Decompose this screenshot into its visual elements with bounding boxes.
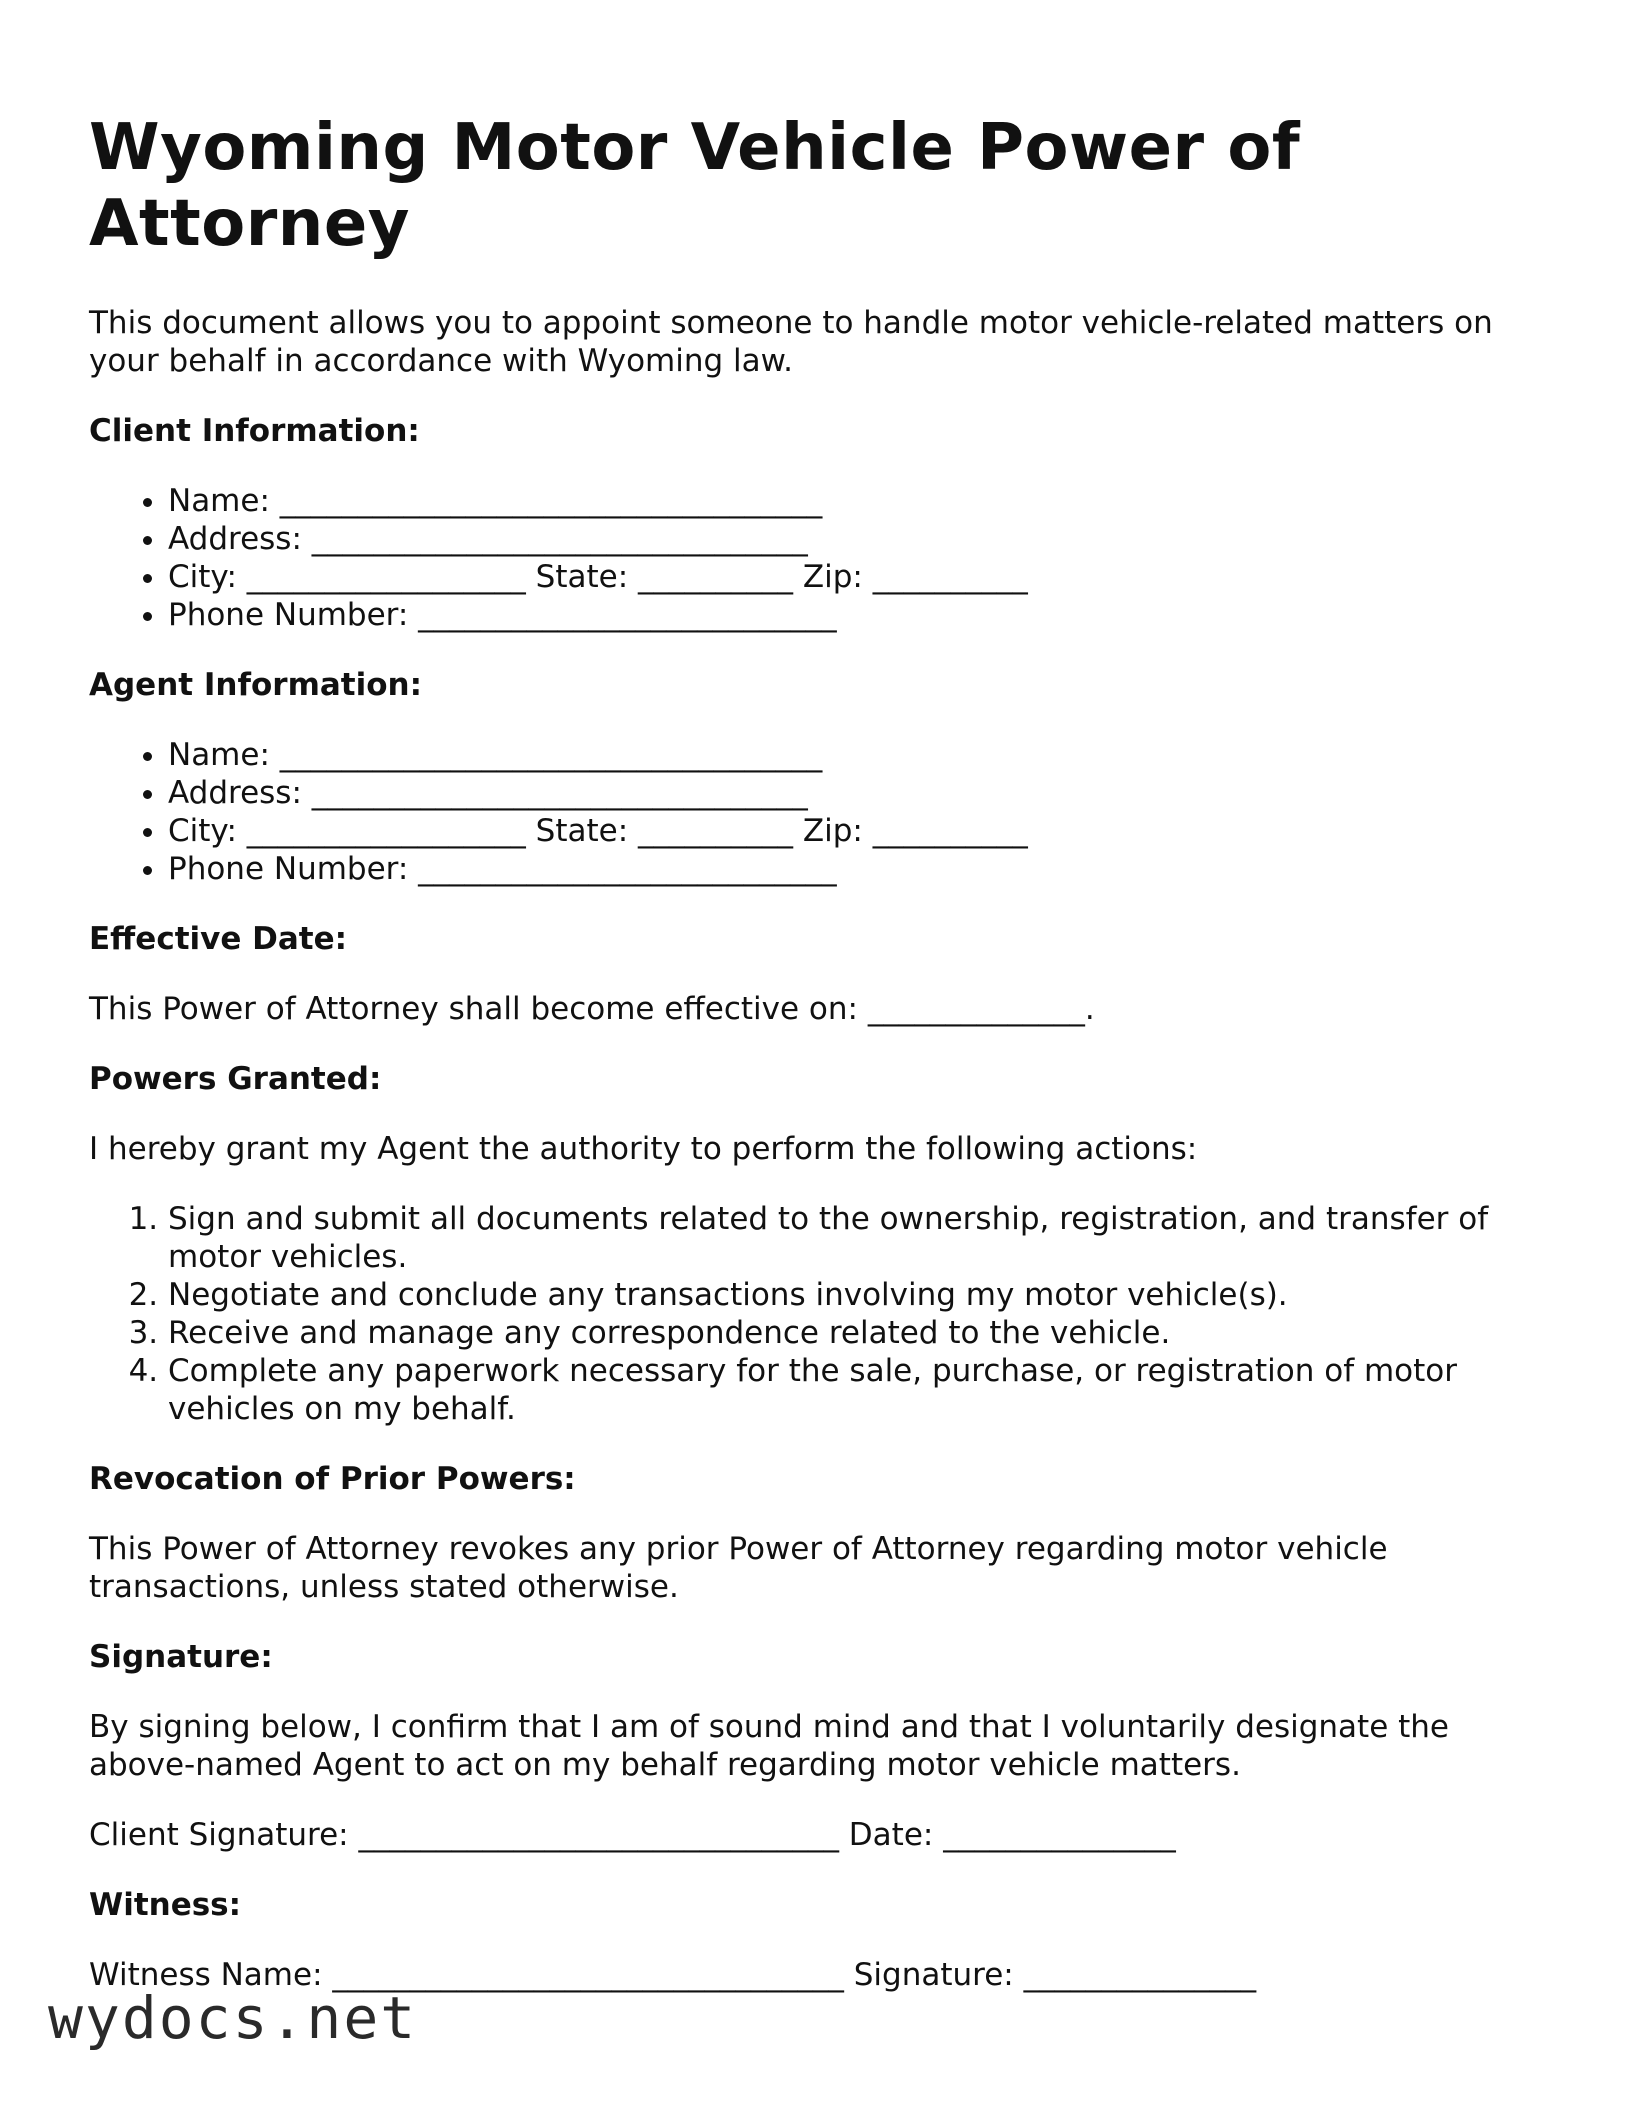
client-name-field: • Name: ___________________________________ bbox=[168, 482, 1549, 520]
witness-heading: Witness: bbox=[89, 1887, 242, 1923]
power-item: 2. Negotiate and conclude any transactions involving my motor vehicle(s). bbox=[168, 1276, 1549, 1314]
client-city-state-zip-field: • City: __________________ State: __________ Zip: __________ bbox=[168, 558, 1549, 596]
power-item: 3. Receive and manage any correspondence related to the vehicle. bbox=[168, 1314, 1549, 1352]
page-title: Wyoming Motor Vehicle Power of Attorney bbox=[89, 111, 1301, 261]
power-item: 4. Complete any paperwork necessary for the sale, purchase, or registration of motor vehicles on my behalf. bbox=[168, 1352, 1549, 1428]
agent-name-field: • Name: ___________________________________ bbox=[168, 736, 1549, 774]
agent-phone-field: • Phone Number: ___________________________ bbox=[168, 850, 1549, 888]
signature-heading: Signature: bbox=[89, 1639, 273, 1675]
revocation-heading: Revocation of Prior Powers: bbox=[89, 1461, 576, 1497]
witness-line: Witness Name: _________________________________ Signature: _______________ bbox=[89, 1957, 1257, 1993]
signature-text: By signing below, I confirm that I am of sound mind and that I voluntarily designate the above-named Agent to act on my behalf regarding motor vehicle matters. bbox=[89, 1709, 1450, 1783]
agent-info-heading: Agent Information: bbox=[89, 667, 422, 703]
client-address-field: • Address: ________________________________ bbox=[168, 520, 1549, 558]
effective-date-text: This Power of Attorney shall become effective on: ______________. bbox=[89, 991, 1095, 1027]
client-phone-field: • Phone Number: ___________________________ bbox=[168, 596, 1549, 634]
site-watermark: wydocs.net bbox=[48, 1984, 418, 2052]
revocation-text: This Power of Attorney revokes any prior Power of Attorney regarding motor vehicle transactions, unless stated otherwise. bbox=[89, 1531, 1388, 1605]
intro-paragraph: This document allows you to appoint someone to handle motor vehicle-related matters on your behalf in accordance with Wyoming law. bbox=[89, 305, 1493, 379]
powers-granted-heading: Powers Granted: bbox=[89, 1061, 382, 1097]
agent-address-field: • Address: ________________________________ bbox=[168, 774, 1549, 812]
powers-granted-intro: I hereby grant my Agent the authority to perform the following actions: bbox=[89, 1131, 1198, 1167]
powers-list bbox=[89, 1200, 1549, 1428]
agent-info-list bbox=[89, 736, 1549, 888]
power-item: 1. Sign and submit all documents related to the ownership, registration, and transfer of motor vehicles. bbox=[168, 1200, 1549, 1276]
client-info-heading: Client Information: bbox=[89, 413, 420, 449]
client-info-list bbox=[89, 482, 1549, 634]
client-signature-line: Client Signature: _______________________________ Date: _______________ bbox=[89, 1817, 1176, 1853]
document-page bbox=[89, 110, 1549, 2026]
agent-city-state-zip-field: • City: __________________ State: __________ Zip: __________ bbox=[168, 812, 1549, 850]
effective-date-heading: Effective Date: bbox=[89, 921, 348, 957]
